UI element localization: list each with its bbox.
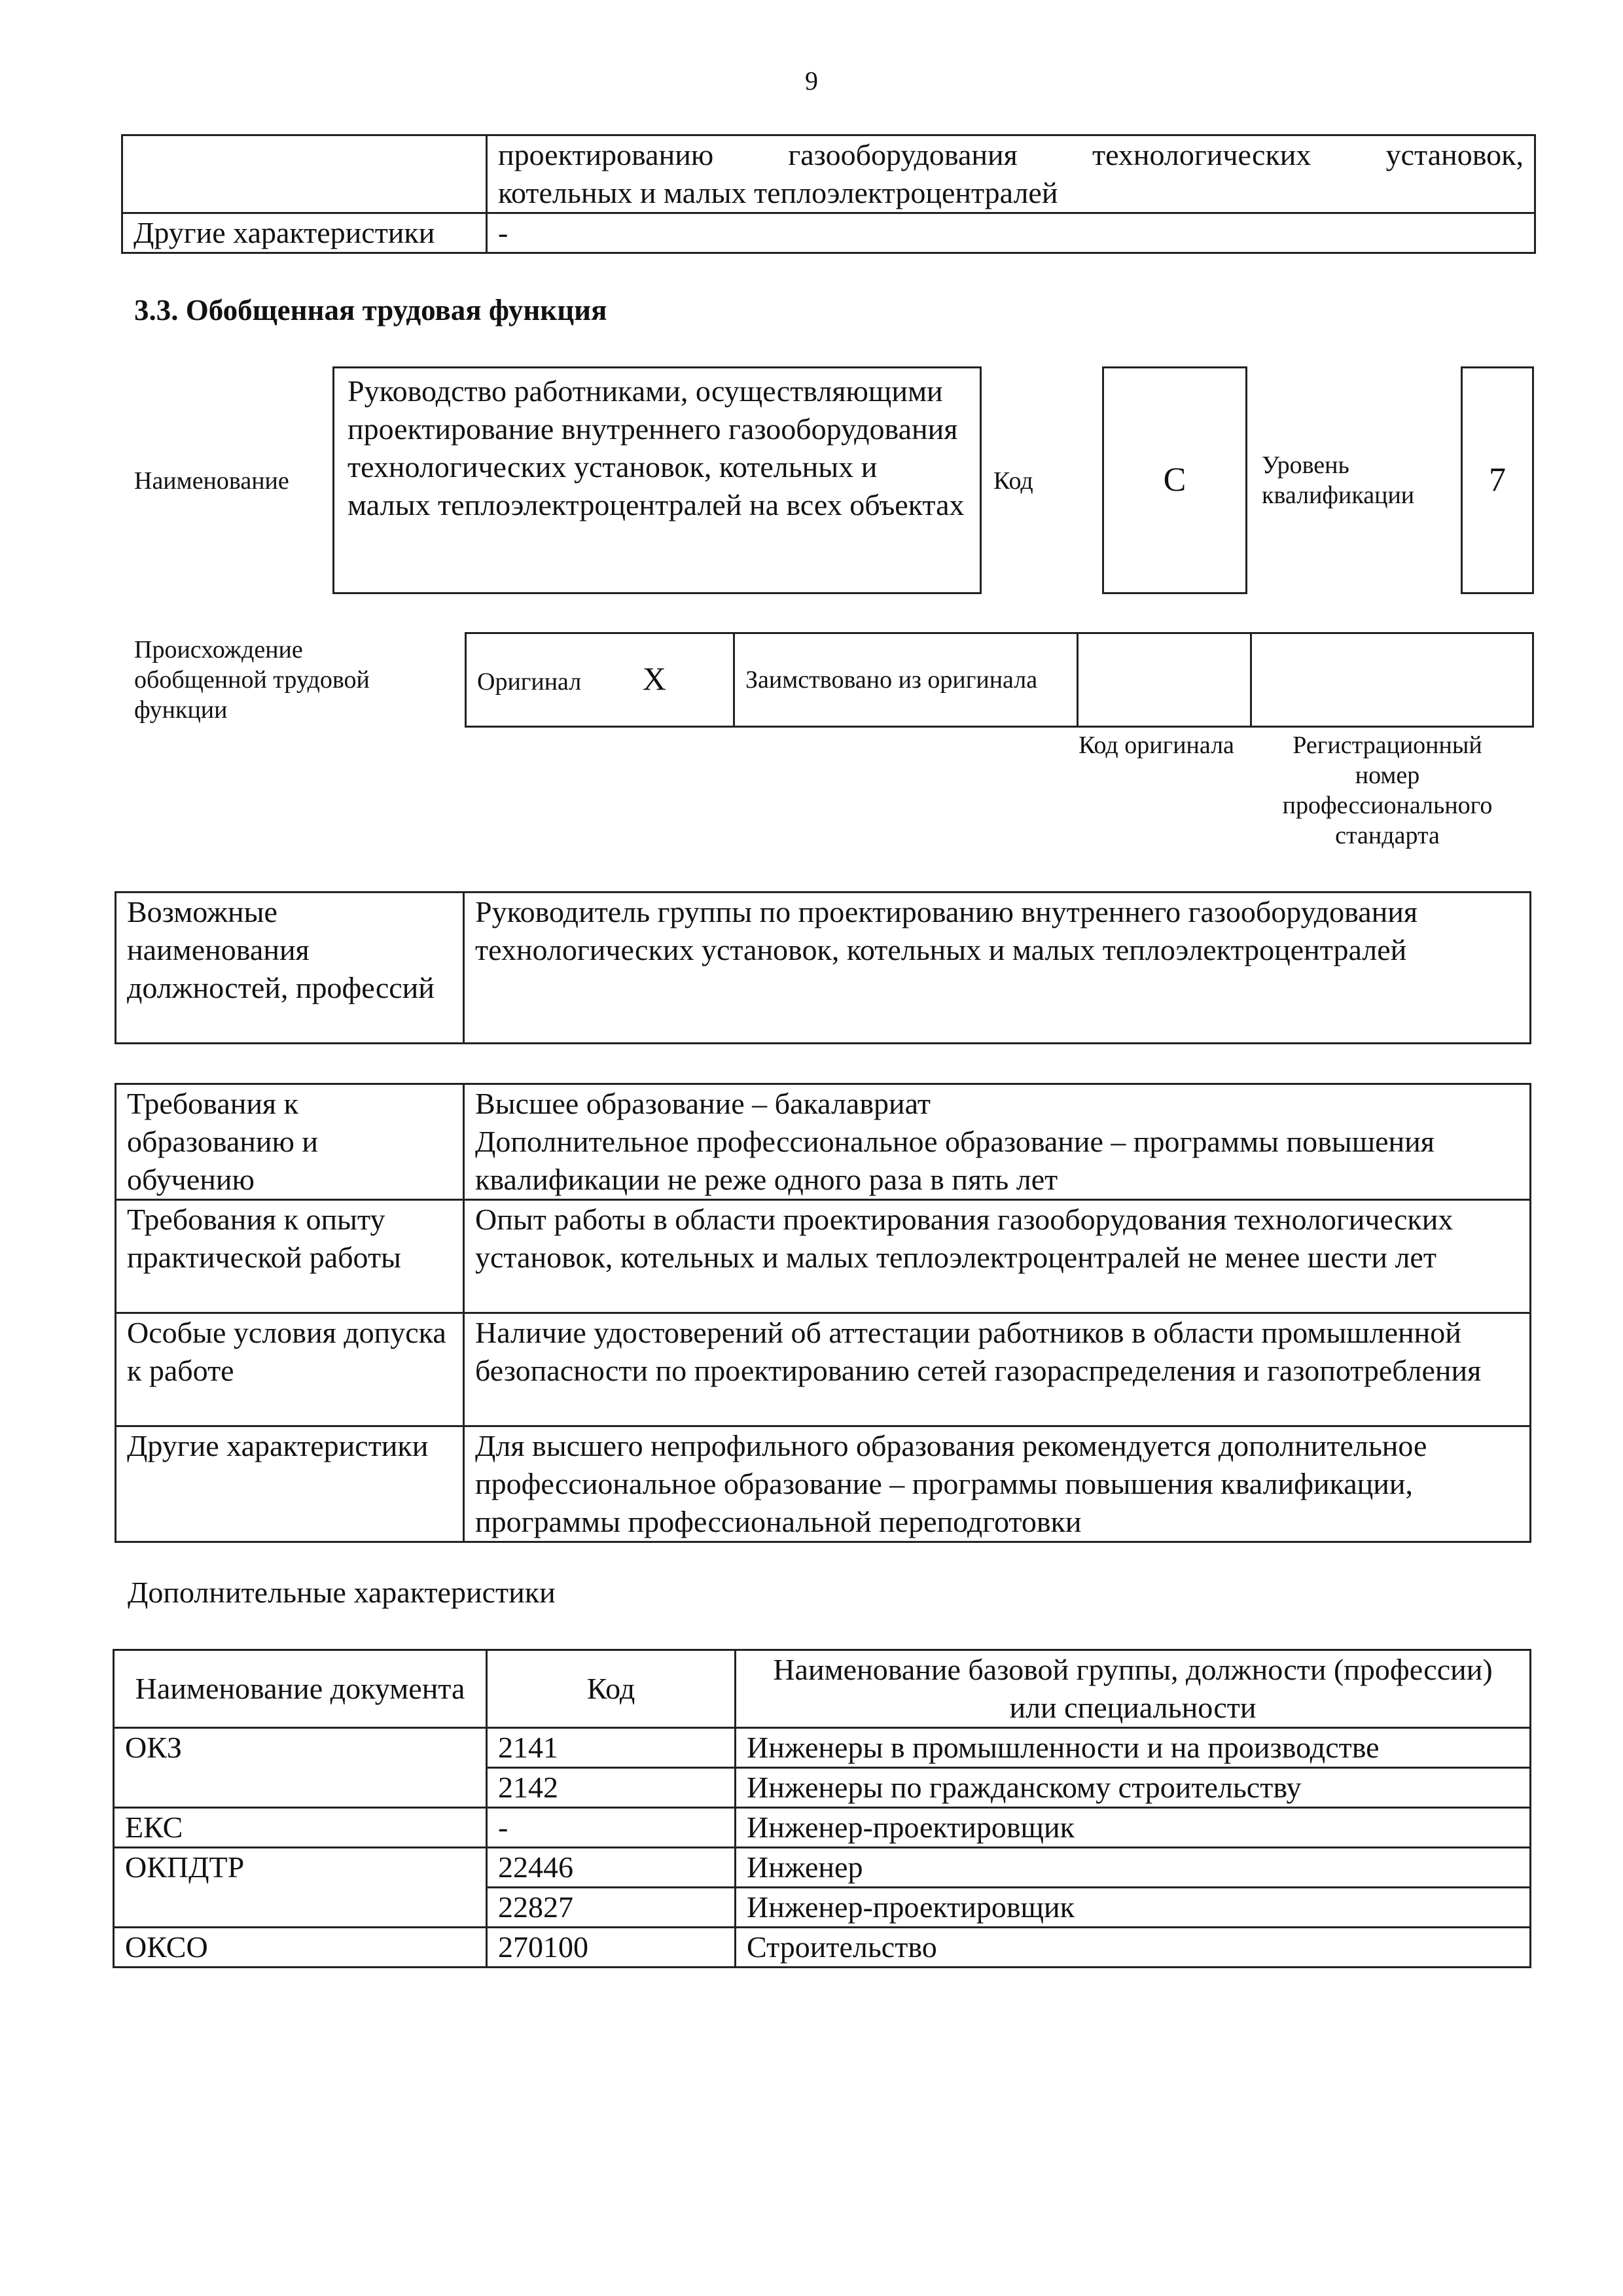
req-admission-label: Особые условия допуска к работе — [116, 1313, 464, 1426]
top-table-row1-value — [487, 135, 1535, 213]
top-table-row1-line1: проектированию газооборудования технологических установок, — [498, 138, 1524, 171]
code-value-box: C — [1102, 366, 1247, 594]
extra-header-code: Код — [487, 1650, 736, 1728]
requirements-table — [115, 1083, 1531, 1543]
section-title: 3.3. Обобщенная трудовая функция — [134, 294, 607, 327]
original-label: Оригинал — [477, 667, 582, 696]
origin-label: Происхождение обобщенной трудовой функции — [134, 636, 370, 724]
extra-row-doc — [114, 1768, 487, 1808]
extra-row-name: Инженеры в промышленности и на производстве — [736, 1728, 1531, 1768]
req-experience-label: Требования к опыту практической работы — [116, 1200, 464, 1313]
positions-table — [115, 891, 1531, 1044]
level-label: Уровень квалификации — [1262, 451, 1415, 509]
extra-row-name: Инженеры по гражданскому строительству — [736, 1768, 1531, 1808]
page-number: 9 — [805, 66, 818, 96]
req-admission-value: Наличие удостоверений об аттестации работников в области промышленной безопасности по проектированию сетей газораспределения и газопотребления — [464, 1313, 1531, 1426]
origin-code-cell — [1078, 633, 1251, 727]
extra-row-doc: ОКЗ — [114, 1728, 487, 1768]
req-other-value: Для высшего непрофильного образования рекомендуется дополнительное профессиональное образование – программы повышения квалификации, программы профессиональной переподготовки — [464, 1426, 1531, 1542]
positions-value: Руководитель группы по проектированию внутреннего газооборудования технологических установок, котельных и малых теплоэлектроцентралей — [464, 892, 1531, 1044]
top-table-row2-label: Другие характеристики — [122, 213, 487, 253]
original-cell — [466, 633, 734, 727]
top-table-empty-cell — [122, 135, 487, 213]
level-value-box: 7 — [1461, 366, 1534, 594]
origin-table — [465, 632, 1534, 728]
extra-row-code: 22446 — [487, 1848, 736, 1888]
extra-header-name: Наименование базовой группы, должности (профессии) или специальности — [736, 1650, 1531, 1728]
code-label: Код — [993, 467, 1033, 495]
req-other-label: Другие характеристики — [116, 1426, 464, 1542]
req-education-value: Высшее образование – бакалавриат Дополнительное профессиональное образование – программы повышения квалификации не реже одного раза в пять лет — [464, 1084, 1531, 1200]
extra-title: Дополнительные характеристики — [128, 1576, 556, 1609]
top-table-row2-value: - — [487, 213, 1535, 253]
extra-row-code: 2141 — [487, 1728, 736, 1768]
positions-label: Возможные наименования должностей, профессий — [116, 892, 464, 1044]
extra-row-name: Инженер-проектировщик — [736, 1888, 1531, 1928]
name-label: Наименование — [134, 467, 289, 495]
extra-row-code: - — [487, 1808, 736, 1848]
code-original-caption: Код оригинала — [1079, 732, 1234, 759]
req-experience-value: Опыт работы в области проектирования газооборудования технологических установок, котельных и малых теплоэлектроцентралей не менее шести лет — [464, 1200, 1531, 1313]
top-table-row1-line2: котельных и малых теплоэлектроцентралей — [498, 176, 1058, 209]
extra-row-doc: ОКСО — [114, 1928, 487, 1968]
extra-row-name: Инженер-проектировщик — [736, 1808, 1531, 1848]
extra-row-code: 2142 — [487, 1768, 736, 1808]
extra-row-doc: ОКПДТР — [114, 1848, 487, 1888]
original-mark: X — [642, 660, 666, 697]
borrowed-label: Заимствовано из оригинала — [734, 633, 1078, 727]
function-name-box: Руководство работниками, осуществляющими проектирование внутреннего газооборудования технологических установок, котельных и малых теплоэлектроцентралей на всех объектах — [332, 366, 982, 594]
req-education-label: Требования к образованию и обучению — [116, 1084, 464, 1200]
extra-table — [113, 1649, 1531, 1968]
reg-number-caption: Регистрационный номер профессионального стандарта — [1282, 732, 1493, 849]
extra-row-doc — [114, 1888, 487, 1928]
extra-row-code: 270100 — [487, 1928, 736, 1968]
extra-row-doc: ЕКС — [114, 1808, 487, 1848]
extra-row-code: 22827 — [487, 1888, 736, 1928]
top-table — [121, 134, 1536, 254]
origin-reg-cell — [1251, 633, 1533, 727]
extra-row-name: Инженер — [736, 1848, 1531, 1888]
extra-row-name: Строительство — [736, 1928, 1531, 1968]
extra-header-doc: Наименование документа — [114, 1650, 487, 1728]
